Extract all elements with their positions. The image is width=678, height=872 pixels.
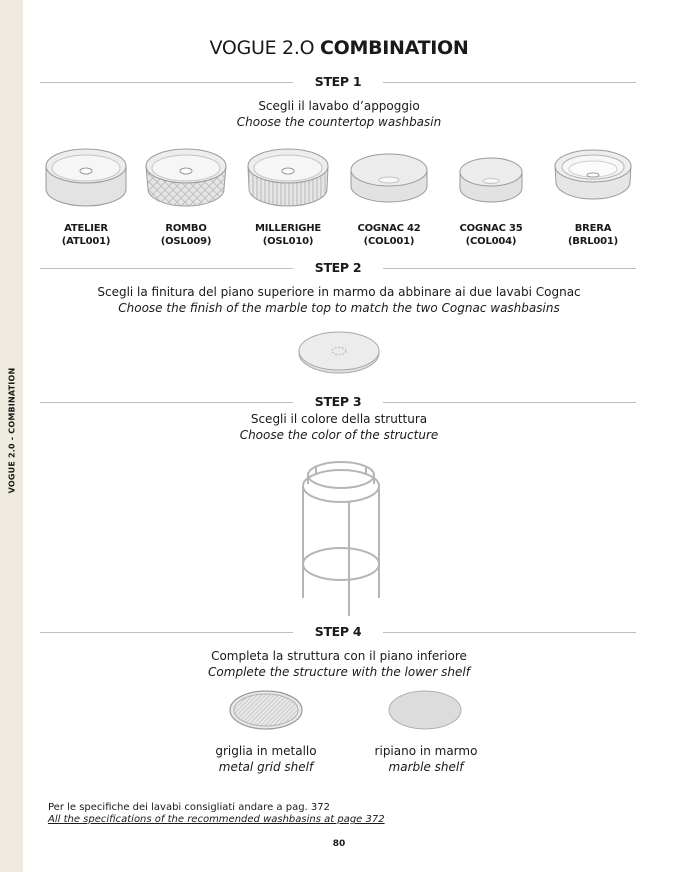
shelf-caption-it: griglia in metallo [215,744,317,758]
footer-note-it: Per le specifiche dei lavabi consigliati andare a pag. 372 [48,802,330,813]
step-4-instruction-en: Complete the structure with the lower shelf [208,665,470,679]
step-2-label: STEP 2 [314,260,362,275]
basin-code: (OSL009) [160,236,212,247]
basin-code: (OSL010) [262,236,314,247]
divider [383,632,636,633]
shelf-caption-en [356,759,496,775]
basin-millerighe-image[interactable] [243,142,333,212]
step-2-instruction-en: Choose the finish of the marble top to match the two Cognac washbasins [118,301,560,315]
basin-label-rombo [136,222,236,248]
step-4-instruction-it: Completa la struttura con il piano inferiore [211,649,467,663]
step-2-instruction-it: Scegli la finitura del piano superiore in marmo da abbinare ai due lavabi Cognac [97,285,581,299]
step-3-label: STEP 3 [314,394,362,409]
shelf-caption-it: ripiano in marmo [374,744,478,758]
metal-grid-shelf-image[interactable] [229,689,303,731]
divider [383,268,636,269]
basin-brera-image[interactable] [548,142,638,212]
step-1-label: STEP 1 [314,74,362,89]
basin-label-cognac-42 [339,222,439,248]
footer-note-en: All the specifications of the recommended washbasins at page 372 [48,814,385,825]
title-light: VOGUE 2.O [209,37,315,59]
page-number: 80 [332,839,346,849]
step-1-header [40,74,636,90]
basin-rombo-image[interactable] [141,142,231,212]
shelf-caption-en-text: marble shelf [388,760,464,774]
basin-label-brera [543,222,643,248]
sidebar-label: VOGUE 2.0 - COMBINATION [7,367,17,494]
basin-atelier-image[interactable] [41,142,131,212]
basin-label-millerighe [238,222,338,248]
marble-shelf-image[interactable] [388,689,462,731]
basin-name: ROMBO [165,223,207,234]
step-2-header [40,260,636,276]
basin-name: COGNAC 35 [459,223,523,234]
basin-name: BRERA [574,223,612,234]
shelf-caption-en [196,759,336,775]
step-1-instruction-en: Choose the countertop washbasin [236,115,442,129]
basin-name: MILLERIGHE [254,223,322,234]
basin-label-cognac-35 [441,222,541,248]
shelf-caption-metal-grid [196,743,336,775]
basin-label-atelier [36,222,136,248]
step-4-label: STEP 4 [314,624,362,639]
divider [383,82,636,83]
basin-cognac-42-image[interactable] [344,142,434,212]
structure-frame-image[interactable] [296,458,386,618]
basin-name: COGNAC 42 [357,223,421,234]
basin-code: (BRL001) [567,236,619,247]
divider [383,402,636,403]
basin-code: (ATL001) [61,236,111,247]
shelf-caption-en-text: metal grid shelf [218,760,314,774]
step-3-instruction-en: Choose the color of the structure [239,428,439,442]
basin-name: ATELIER [64,223,108,234]
basin-cognac-35-image[interactable] [446,142,536,212]
step-1-instruction-it: Scegli il lavabo d’appoggio [258,99,420,113]
step-4-header [40,624,636,640]
page-title [0,37,678,59]
title-bold: COMBINATION [319,37,469,59]
marble-top-image[interactable] [298,330,380,374]
basin-code: (COL004) [465,236,517,247]
basin-code: (COL001) [363,236,415,247]
step-3-header [40,394,636,410]
step-3-instruction-it: Scegli il colore della struttura [250,412,428,426]
shelf-caption-marble [356,743,496,775]
